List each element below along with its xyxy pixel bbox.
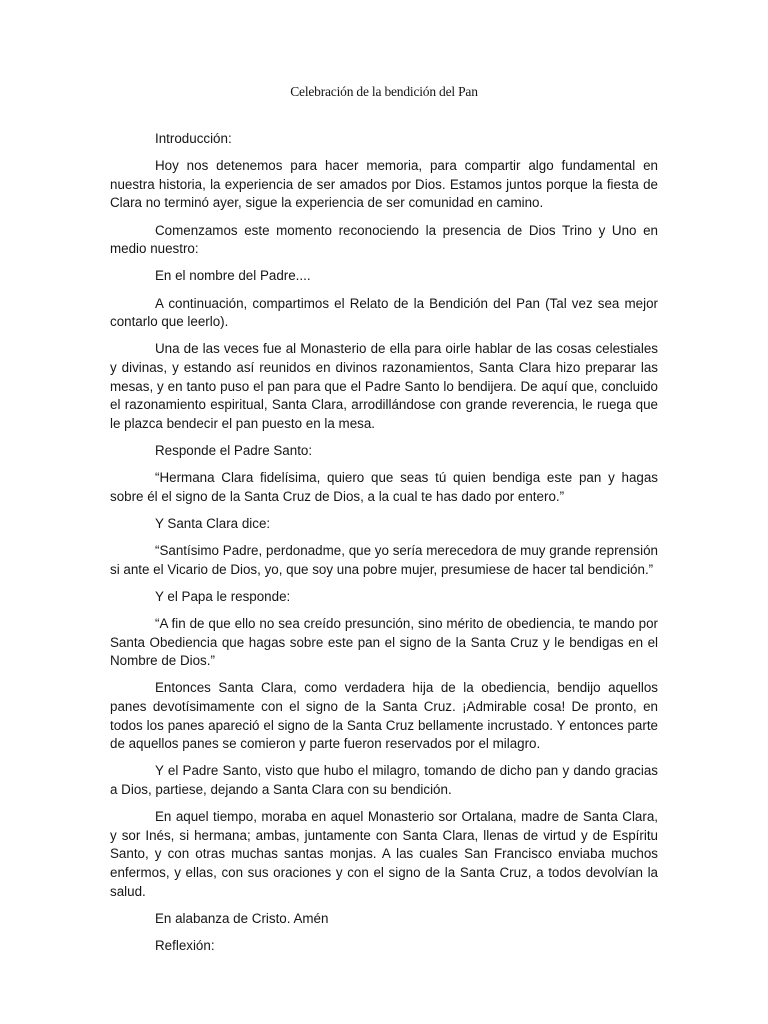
paragraph-sor-ortalana: En aquel tiempo, moraba en aquel Monasterio sor Ortalana, madre de Santa Clara, y sor Inés, si hermana; ambas, juntamente con Santa Clara, llenas de virtud y de Espíritu Santo, y con otras muchas santas monjas. A las cuales San Francisco enviaba muchos enfermos, y ellas, con sus oraciones y con el signo de la Santa Cruz, a todos devolvían la salud. [110, 809, 658, 899]
paragraph-alabanza: En alabanza de Cristo. Amén [155, 910, 329, 926]
paragraph-en-el-nombre: En el nombre del Padre.... [155, 268, 311, 284]
paragraph-responde-padre: Responde el Padre Santo: [155, 442, 313, 458]
paragraph-padre-santo-milagro: Y el Padre Santo, visto que hubo el milagro, tomando de dicho pan y dando gracias a Dios, partiese, dejando a Santa Clara con su bendición. [110, 763, 658, 797]
quote-santisimo-padre: “Santísimo Padre, perdonadme, que yo sería merecedora de muy grande reprensión si ante el Vicario de Dios, yo, que soy una pobre mujer, presumiese de hacer tal bendición.” [110, 543, 658, 577]
paragraph-memoria: Hoy nos detenemos para hacer memoria, para compartir algo fundamental en nuestra historia, la experiencia de ser amados por Dios. Estamos juntos porque la fiesta de Clara no terminó ayer, sigue la experiencia de ser comunidad en camino. [110, 158, 658, 211]
document-title: Celebración de la bendición del Pan [290, 84, 478, 99]
paragraph-clara-dice: Y Santa Clara dice: [155, 515, 271, 531]
document-body [110, 130, 658, 964]
heading-reflexion: Reflexión: [155, 937, 215, 953]
paragraph-relato-monasterio: Una de las veces fue al Monasterio de ella para oirle hablar de las cosas celestiales y divinas, y estando así reunidos en divinos razonamientos, Santa Clara hizo preparar las mesas, y en tanto puso el pan para que el Padre Santo lo bendijera. De aquí que, concluido el razonamiento espiritual, Santa Clara, arrodillándose con grande reverencia, le ruega que le plazca bendecir el pan puesto en la mesa. [110, 341, 658, 431]
paragraph-comenzamos: Comenzamos este momento reconociendo la presencia de Dios Trino y Uno en medio nuestro: [110, 222, 658, 257]
quote-a-fin-de-que: “A fin de que ello no sea creído presunción, sino mérito de obediencia, te mando por Santa Obediencia que hagas sobre este pan el signo de la Santa Cruz y le bendigas en el Nombre de Dios.” [110, 616, 658, 669]
paragraph-a-continuacion: A continuación, compartimos el Relato de la Bendición del Pan (Tal vez sea mejor contarlo que leerlo). [110, 295, 658, 330]
quote-hermana-clara: “Hermana Clara fidelísima, quiero que seas tú quien bendiga este pan y hagas sobre él el signo de la Santa Cruz de Dios, a la cual te has dado por entero.” [110, 470, 658, 504]
heading-introduccion: Introducción: [155, 131, 232, 146]
paragraph-bendijo-panes: Entonces Santa Clara, como verdadera hija de la obediencia, bendijo aquellos panes devotísimamente con el signo de la Santa Cruz. ¡Admirable cosa! De pronto, en todos los panes apareció el signo de la Santa Cruz bellamente incrustado. Y entonces parte de aquellos panes se comieron y parte fueron reservados por el milagro. [110, 680, 658, 752]
paragraph-papa-responde: Y el Papa le responde: [155, 588, 291, 604]
